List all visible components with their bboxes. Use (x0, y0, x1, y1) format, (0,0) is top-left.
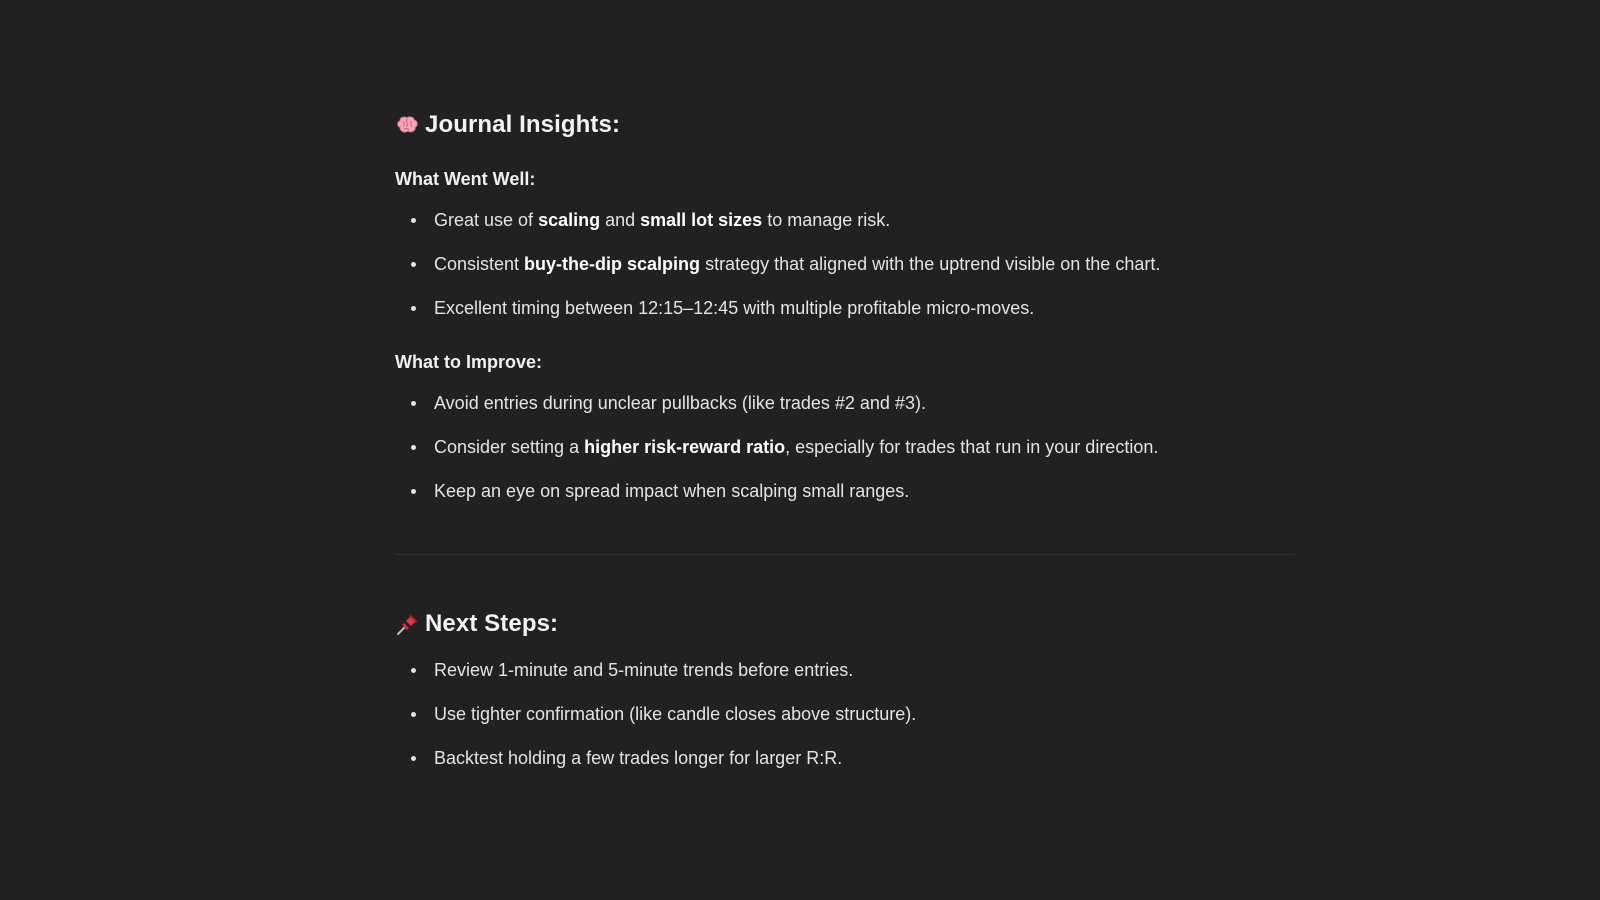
next-steps-title: Next Steps: (425, 610, 559, 637)
bullet-dot (411, 445, 416, 450)
bullet-dot (411, 489, 416, 494)
bullet-dot (411, 756, 416, 761)
bullet-dot (411, 262, 416, 267)
next-steps-heading (395, 607, 558, 641)
what-went-well-list (395, 207, 1160, 321)
list-item (395, 745, 916, 771)
bullet-dot (411, 306, 416, 311)
bold-text: higher risk-reward ratio (584, 437, 786, 457)
list-item (395, 390, 1158, 416)
what-went-well-heading: What Went Well: (395, 169, 536, 189)
text: Avoid entries during unclear pullbacks (like trades #2 and #3). (434, 393, 926, 413)
text: Excellent timing between 12:15–12:45 with multiple profitable micro-moves. (434, 298, 1035, 318)
list-item (395, 478, 1158, 504)
text: Backtest holding a few trades longer for larger R:R. (434, 748, 843, 768)
list-item (395, 207, 1160, 233)
text: and (600, 210, 641, 230)
list-item (395, 701, 916, 727)
text: Consistent (434, 254, 525, 274)
text: to manage risk. (762, 210, 891, 230)
bold-text: small lot sizes (640, 210, 763, 230)
text: Review 1-minute and 5-minute trends before entries. (434, 660, 854, 680)
bullet-dot (411, 218, 416, 223)
what-to-improve-list (395, 390, 1158, 504)
bullet-dot (411, 668, 416, 673)
pushpin-icon (395, 612, 420, 637)
list-item (395, 251, 1160, 277)
text: Consider setting a (434, 437, 585, 457)
text: strategy that aligned with the uptrend visible on the chart. (700, 254, 1161, 274)
bold-text: scaling (538, 210, 601, 230)
bold-text: buy-the-dip scalping (524, 254, 701, 274)
text: , especially for trades that run in your direction. (785, 437, 1159, 457)
list-item (395, 657, 916, 683)
bullet-dot (411, 712, 416, 717)
list-item (395, 295, 1160, 321)
bullet-dot (411, 401, 416, 406)
brain-icon (395, 113, 420, 138)
list-item (395, 434, 1158, 460)
text: Great use of (434, 210, 539, 230)
next-steps-list (395, 657, 916, 771)
journal-insights-title: Journal Insights: (425, 111, 621, 138)
text: Keep an eye on spread impact when scalping small ranges. (434, 481, 910, 501)
text: Use tighter confirmation (like candle closes above structure). (434, 704, 917, 724)
what-to-improve-heading: What to Improve: (395, 352, 542, 372)
section-divider (395, 554, 1295, 555)
journal-insights-heading (395, 108, 620, 142)
